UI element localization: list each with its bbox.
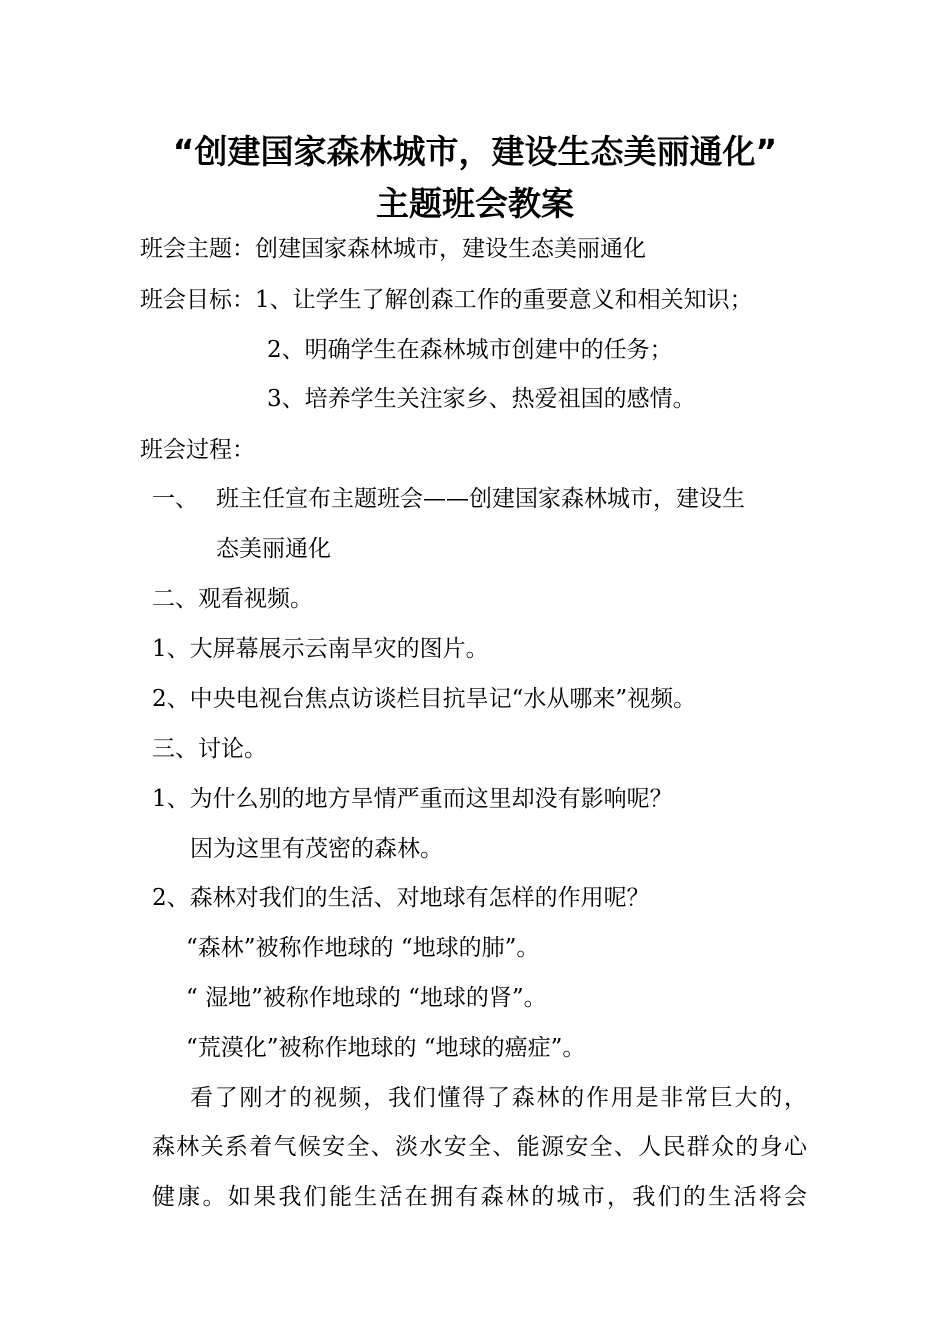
answer-1: 因为这里有茂密的森林。 bbox=[190, 836, 443, 862]
section-2-item-1: 1、大屏幕展示云南旱灾的图片。 bbox=[152, 636, 489, 662]
section-2-heading: 二、观看视频。 bbox=[152, 586, 313, 612]
class-goal-3: 3、培养学生关注家乡、热爱祖国的感情。 bbox=[267, 386, 696, 412]
section-1-text-line-2: 态美丽通化 bbox=[216, 536, 331, 562]
class-goal-2: 2、明确学生在森林城市创建中的任务； bbox=[267, 337, 673, 363]
answer-2-desertification: “荒漠化”被称作地球的 “地球的癌症”。 bbox=[186, 1035, 586, 1061]
question-2: 2、森林对我们的生活、对地球有怎样的作用呢？ bbox=[152, 885, 650, 911]
class-theme: 班会主题：创建国家森林城市，建设生态美丽通化 bbox=[140, 236, 646, 262]
document-title-line-2: 主题班会教案 bbox=[376, 184, 574, 223]
question-1: 1、为什么别的地方旱情严重而这里却没有影响呢？ bbox=[152, 786, 673, 812]
process-label: 班会过程： bbox=[140, 437, 255, 463]
section-3-heading: 三、讨论。 bbox=[152, 736, 267, 762]
section-1-number: 一、 bbox=[152, 486, 198, 512]
paragraph-line-1: 看了刚才的视频，我们懂得了森林的作用是非常巨大的， bbox=[190, 1085, 807, 1111]
document-title-line-1: “创建国家森林城市，建设生态美丽通化” bbox=[172, 132, 778, 171]
paragraph-line-3: 健康。如果我们能生活在拥有森林的城市，我们的生活将会 bbox=[152, 1184, 807, 1210]
answer-2-wetland: “ 湿地”被称作地球的 “地球的肾”。 bbox=[186, 985, 547, 1011]
class-goal-1: 班会目标：1、让学生了解创森工作的重要意义和相关知识； bbox=[140, 287, 753, 313]
section-1-text-line-1: 班主任宣布主题班会——创建国家森林城市，建设生 bbox=[216, 486, 745, 512]
answer-2-forest: “森林”被称作地球的 “地球的肺”。 bbox=[186, 935, 540, 961]
section-2-item-2: 2、中央电视台焦点访谈栏目抗旱记“水从哪来”视频。 bbox=[152, 686, 697, 712]
paragraph-line-2: 森林关系着气候安全、淡水安全、能源安全、人民群众的身心 bbox=[152, 1134, 807, 1160]
